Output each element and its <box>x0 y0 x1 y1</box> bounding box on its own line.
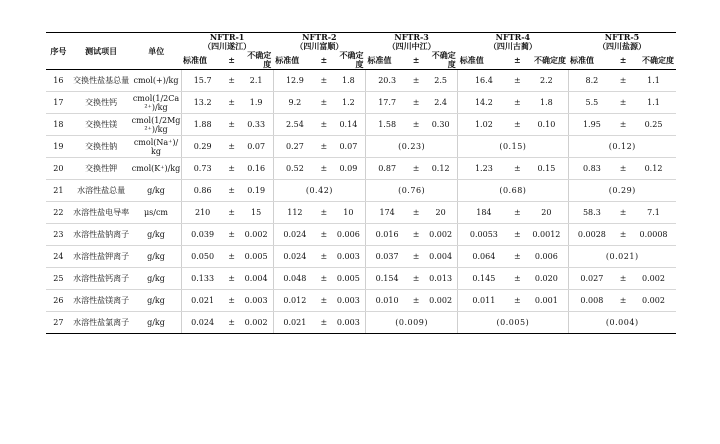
row-number: 18 <box>46 114 71 136</box>
test-item-name: 交换性钠 <box>71 136 132 158</box>
header-standard-value: 标准值 <box>568 51 615 70</box>
unit-cell: cmol(1/2Ca²⁺)/kg <box>132 93 180 112</box>
uncertainty-value: 0.002 <box>240 312 274 334</box>
standard-value: 0.016 <box>366 224 409 246</box>
uncertainty-value: 2.1 <box>240 70 274 92</box>
plus-minus-sign: ± <box>408 268 424 290</box>
plus-minus-sign: ± <box>510 70 526 92</box>
header-plus-minus: ± <box>224 51 240 70</box>
plus-minus-sign: ± <box>316 158 332 180</box>
unit-cell: g/kg <box>132 290 182 312</box>
group-origin: （四川古蔺） <box>488 41 537 51</box>
table-row <box>46 158 676 180</box>
plus-minus-sign: ± <box>316 114 332 136</box>
header-uncertainty: 不确定度 <box>631 51 676 70</box>
standard-value: 0.037 <box>366 246 409 268</box>
standard-value: 184 <box>458 202 510 224</box>
standard-value: 0.0053 <box>458 224 510 246</box>
table-row <box>46 92 676 114</box>
test-item-name: 水溶性盐镁离子 <box>71 290 132 312</box>
header-standard-value: 标准值 <box>273 51 316 70</box>
header-uncertainty: 不确定度 <box>240 51 274 70</box>
plus-minus-sign: ± <box>615 224 631 246</box>
plus-minus-sign: ± <box>224 92 240 114</box>
uncertainty-value: 7.1 <box>631 202 676 224</box>
standard-value: 0.024 <box>273 246 316 268</box>
row-number: 26 <box>46 290 71 312</box>
unit-cell: cmol(1/2Mg²⁺)/kg <box>131 115 181 134</box>
test-item-name: 交换性盐基总量 <box>71 70 132 92</box>
header-unit: 单位 <box>132 33 182 70</box>
unit-cell: g/kg <box>132 246 182 268</box>
unit-cell: g/kg <box>132 224 182 246</box>
reference-value: (0.005) <box>458 312 568 334</box>
plus-minus-sign: ± <box>224 268 240 290</box>
test-item-name: 水溶性盐氯离子 <box>71 312 132 334</box>
unit-cell: g/kg <box>132 312 182 334</box>
uncertainty-value: 0.005 <box>240 246 274 268</box>
plus-minus-sign: ± <box>615 70 631 92</box>
reference-value: (0.29) <box>568 180 676 202</box>
reference-value: (0.12) <box>568 136 676 158</box>
row-number: 17 <box>46 92 71 114</box>
uncertainty-value: 0.005 <box>332 268 366 290</box>
uncertainty-value: 0.07 <box>240 136 274 158</box>
table-row <box>46 246 676 268</box>
plus-minus-sign: ± <box>408 114 424 136</box>
plus-minus-sign: ± <box>408 202 424 224</box>
standard-value: 0.048 <box>273 268 316 290</box>
standard-value: 0.83 <box>568 158 615 180</box>
group-header-nftr-5 <box>568 33 676 52</box>
group-code: NFTR-4 <box>495 32 531 42</box>
plus-minus-sign: ± <box>615 92 631 114</box>
row-number: 25 <box>46 268 71 290</box>
standard-value: 12.9 <box>273 70 316 92</box>
uncertainty-value: 0.14 <box>332 114 366 136</box>
uncertainty-value: 1.9 <box>240 92 274 114</box>
plus-minus-sign: ± <box>224 290 240 312</box>
plus-minus-sign: ± <box>224 246 240 268</box>
plus-minus-sign: ± <box>224 158 240 180</box>
uncertainty-value: 0.001 <box>525 290 568 312</box>
reference-value: (0.42) <box>273 180 365 202</box>
uncertainty-value: 2.5 <box>424 70 458 92</box>
standard-value: 0.024 <box>181 312 224 334</box>
plus-minus-sign: ± <box>408 70 424 92</box>
uncertainty-value: 0.003 <box>240 290 274 312</box>
group-header-nftr-1 <box>181 33 273 52</box>
uncertainty-value: 1.1 <box>631 70 676 92</box>
uncertainty-value: 1.8 <box>332 70 366 92</box>
table-row <box>46 268 676 290</box>
uncertainty-value: 0.013 <box>424 268 458 290</box>
standard-value: 0.133 <box>181 268 224 290</box>
standard-value: 0.027 <box>568 268 615 290</box>
uncertainty-value: 0.002 <box>631 290 676 312</box>
plus-minus-sign: ± <box>224 180 240 202</box>
plus-minus-sign: ± <box>224 224 240 246</box>
group-code: NFTR-2 <box>302 32 337 42</box>
uncertainty-value: 0.004 <box>424 246 458 268</box>
standard-value: 0.27 <box>273 136 316 158</box>
uncertainty-value: 2.2 <box>525 70 568 92</box>
uncertainty-value: 0.006 <box>332 224 366 246</box>
standard-value: 17.7 <box>366 92 409 114</box>
uncertainty-value: 20 <box>525 202 568 224</box>
uncertainty-value: 1.1 <box>631 92 676 114</box>
row-number: 20 <box>46 158 71 180</box>
uncertainty-value: 0.0008 <box>631 224 676 246</box>
plus-minus-sign: ± <box>316 290 332 312</box>
plus-minus-sign: ± <box>615 114 631 136</box>
standard-value: 15.7 <box>181 70 224 92</box>
standard-value: 0.73 <box>181 158 224 180</box>
test-item-name: 交换性钙 <box>71 92 132 114</box>
header-uncertainty: 不确定度 <box>424 51 458 70</box>
standard-value: 14.2 <box>458 92 510 114</box>
group-code: NFTR-1 <box>209 32 245 42</box>
header-item: 测试项目 <box>71 33 132 70</box>
row-number: 27 <box>46 312 71 334</box>
plus-minus-sign: ± <box>224 136 240 158</box>
plus-minus-sign: ± <box>316 312 332 334</box>
plus-minus-sign: ± <box>224 312 240 334</box>
table-row <box>46 180 676 202</box>
header-standard-value: 标准值 <box>366 51 409 70</box>
uncertainty-value: 0.006 <box>525 246 568 268</box>
plus-minus-sign: ± <box>510 224 526 246</box>
plus-minus-sign: ± <box>224 70 240 92</box>
standard-value: 0.064 <box>458 246 510 268</box>
plus-minus-sign: ± <box>615 268 631 290</box>
header-standard-value: 标准值 <box>181 51 224 70</box>
unit-cell: g/kg <box>132 268 182 290</box>
table-row <box>46 114 676 136</box>
plus-minus-sign: ± <box>408 246 424 268</box>
plus-minus-sign: ± <box>510 158 526 180</box>
standard-value: 1.58 <box>366 114 409 136</box>
group-origin: （四川中江） <box>387 41 436 51</box>
standard-value: 0.154 <box>366 268 409 290</box>
standard-value: 0.145 <box>458 268 510 290</box>
unit-cell: cmol(+)/kg <box>132 70 182 92</box>
standard-value: 20.3 <box>366 70 409 92</box>
test-item-name: 水溶性盐钾离子 <box>71 246 132 268</box>
plus-minus-sign: ± <box>510 268 526 290</box>
test-item-name: 交换性钾 <box>71 158 132 180</box>
plus-minus-sign: ± <box>316 202 332 224</box>
standard-value: 1.23 <box>458 158 510 180</box>
standard-value: 174 <box>366 202 409 224</box>
uncertainty-value: 0.15 <box>525 158 568 180</box>
standard-value: 9.2 <box>273 92 316 114</box>
row-number: 24 <box>46 246 71 268</box>
plus-minus-sign: ± <box>408 224 424 246</box>
plus-minus-sign: ± <box>510 114 526 136</box>
standard-value: 0.29 <box>181 136 224 158</box>
plus-minus-sign: ± <box>316 268 332 290</box>
standard-value: 16.4 <box>458 70 510 92</box>
test-item-name: 水溶性盐电导率 <box>71 202 132 224</box>
plus-minus-sign: ± <box>615 158 631 180</box>
plus-minus-sign: ± <box>316 246 332 268</box>
plus-minus-sign: ± <box>316 136 332 158</box>
plus-minus-sign: ± <box>510 202 526 224</box>
row-number: 16 <box>46 70 71 92</box>
header-plus-minus: ± <box>408 51 424 70</box>
table-row <box>46 70 676 92</box>
uncertainty-value: 1.8 <box>525 92 568 114</box>
uncertainty-value: 2.4 <box>424 92 458 114</box>
plus-minus-sign: ± <box>510 246 526 268</box>
standard-value: 8.2 <box>568 70 615 92</box>
uncertainty-value: 1.2 <box>332 92 366 114</box>
standard-value: 2.54 <box>273 114 316 136</box>
standard-value: 0.012 <box>273 290 316 312</box>
row-number: 23 <box>46 224 71 246</box>
header-plus-minus: ± <box>615 51 631 70</box>
reference-value: (0.76) <box>366 180 458 202</box>
uncertainty-value: 10 <box>332 202 366 224</box>
row-number: 22 <box>46 202 71 224</box>
table-header <box>46 33 676 70</box>
header-no: 序号 <box>46 33 71 70</box>
table-row <box>46 136 676 158</box>
unit-cell: μs/cm <box>132 202 182 224</box>
header-plus-minus: ± <box>316 51 332 70</box>
standard-value: 0.010 <box>366 290 409 312</box>
group-code: NFTR-3 <box>394 32 429 42</box>
uncertainty-value: 0.0012 <box>525 224 568 246</box>
table-row <box>46 290 676 312</box>
standard-value: 0.011 <box>458 290 510 312</box>
standard-value: 5.5 <box>568 92 615 114</box>
reference-value: (0.23) <box>366 136 458 158</box>
standard-value: 0.52 <box>273 158 316 180</box>
group-origin: （四川遂江） <box>203 41 252 51</box>
reference-value: (0.68) <box>458 180 568 202</box>
test-item-name: 水溶性盐钠离子 <box>71 224 132 246</box>
standard-value: 112 <box>273 202 316 224</box>
reference-value: (0.004) <box>568 312 676 334</box>
plus-minus-sign: ± <box>316 224 332 246</box>
standard-value: 0.021 <box>181 290 224 312</box>
group-header-nftr-2 <box>273 33 365 52</box>
header-plus-minus: ± <box>510 51 526 70</box>
uncertainty-value: 0.12 <box>424 158 458 180</box>
standard-value: 1.88 <box>181 114 224 136</box>
standard-value: 0.86 <box>181 180 224 202</box>
uncertainty-value: 0.002 <box>424 224 458 246</box>
table-body <box>46 70 676 334</box>
uncertainty-value: 20 <box>424 202 458 224</box>
reference-value: (0.009) <box>366 312 458 334</box>
plus-minus-sign: ± <box>408 290 424 312</box>
test-item-name: 水溶性盐钙离子 <box>71 268 132 290</box>
plus-minus-sign: ± <box>224 202 240 224</box>
row-number: 21 <box>46 180 71 202</box>
test-item-name: 水溶性盐总量 <box>71 180 132 202</box>
row-number: 19 <box>46 136 71 158</box>
standard-value: 0.021 <box>273 312 316 334</box>
plus-minus-sign: ± <box>316 70 332 92</box>
uncertainty-value: 0.12 <box>631 158 676 180</box>
uncertainty-value: 0.09 <box>332 158 366 180</box>
table-row <box>46 312 676 334</box>
reference-value: (0.15) <box>458 136 568 158</box>
header-uncertainty: 不确定度 <box>525 51 568 70</box>
uncertainty-value: 0.020 <box>525 268 568 290</box>
plus-minus-sign: ± <box>615 202 631 224</box>
standard-value: 1.02 <box>458 114 510 136</box>
uncertainty-value: 0.003 <box>332 312 366 334</box>
uncertainty-value: 0.003 <box>332 290 366 312</box>
unit-cell: cmol(K⁺)/kg <box>132 158 182 180</box>
header-standard-value: 标准值 <box>458 51 510 70</box>
standard-value: 0.024 <box>273 224 316 246</box>
standard-value: 1.95 <box>568 114 615 136</box>
table-row <box>46 202 676 224</box>
group-header-nftr-3 <box>366 33 458 52</box>
uncertainty-value: 0.003 <box>332 246 366 268</box>
uncertainty-value: 0.07 <box>332 136 366 158</box>
plus-minus-sign: ± <box>224 114 240 136</box>
uncertainty-value: 0.004 <box>240 268 274 290</box>
standard-value: 0.0028 <box>568 224 615 246</box>
uncertainty-value: 0.10 <box>525 114 568 136</box>
test-item-name: 交换性镁 <box>71 114 132 136</box>
uncertainty-value: 0.002 <box>240 224 274 246</box>
group-origin: （四川盐源） <box>598 41 646 51</box>
plus-minus-sign: ± <box>510 92 526 114</box>
unit-cell: g/kg <box>132 180 182 202</box>
plus-minus-sign: ± <box>510 290 526 312</box>
table-row <box>46 224 676 246</box>
unit-cell: cmol(Na⁺)/kg <box>132 136 182 158</box>
group-header-nftr-4 <box>458 33 568 52</box>
standard-value: 210 <box>181 202 224 224</box>
plus-minus-sign: ± <box>316 92 332 114</box>
reference-value: (0.021) <box>568 246 676 268</box>
uncertainty-value: 0.19 <box>240 180 274 202</box>
plus-minus-sign: ± <box>408 92 424 114</box>
standard-value: 0.87 <box>366 158 409 180</box>
header-uncertainty: 不确定度 <box>332 51 366 70</box>
group-code: NFTR-5 <box>604 32 640 42</box>
uncertainty-value: 0.33 <box>240 114 274 136</box>
standard-value: 0.039 <box>181 224 224 246</box>
uncertainty-value: 0.30 <box>424 114 458 136</box>
uncertainty-value: 15 <box>240 202 274 224</box>
standard-value: 58.3 <box>568 202 615 224</box>
uncertainty-value: 0.002 <box>631 268 676 290</box>
plus-minus-sign: ± <box>408 158 424 180</box>
group-origin: （四川富顺） <box>295 41 344 51</box>
standard-value: 0.050 <box>181 246 224 268</box>
uncertainty-value: 0.16 <box>240 158 274 180</box>
standard-value: 13.2 <box>181 92 224 114</box>
reference-values-table <box>46 32 676 334</box>
plus-minus-sign: ± <box>615 290 631 312</box>
uncertainty-value: 0.25 <box>631 114 676 136</box>
standard-value: 0.008 <box>568 290 615 312</box>
uncertainty-value: 0.002 <box>424 290 458 312</box>
